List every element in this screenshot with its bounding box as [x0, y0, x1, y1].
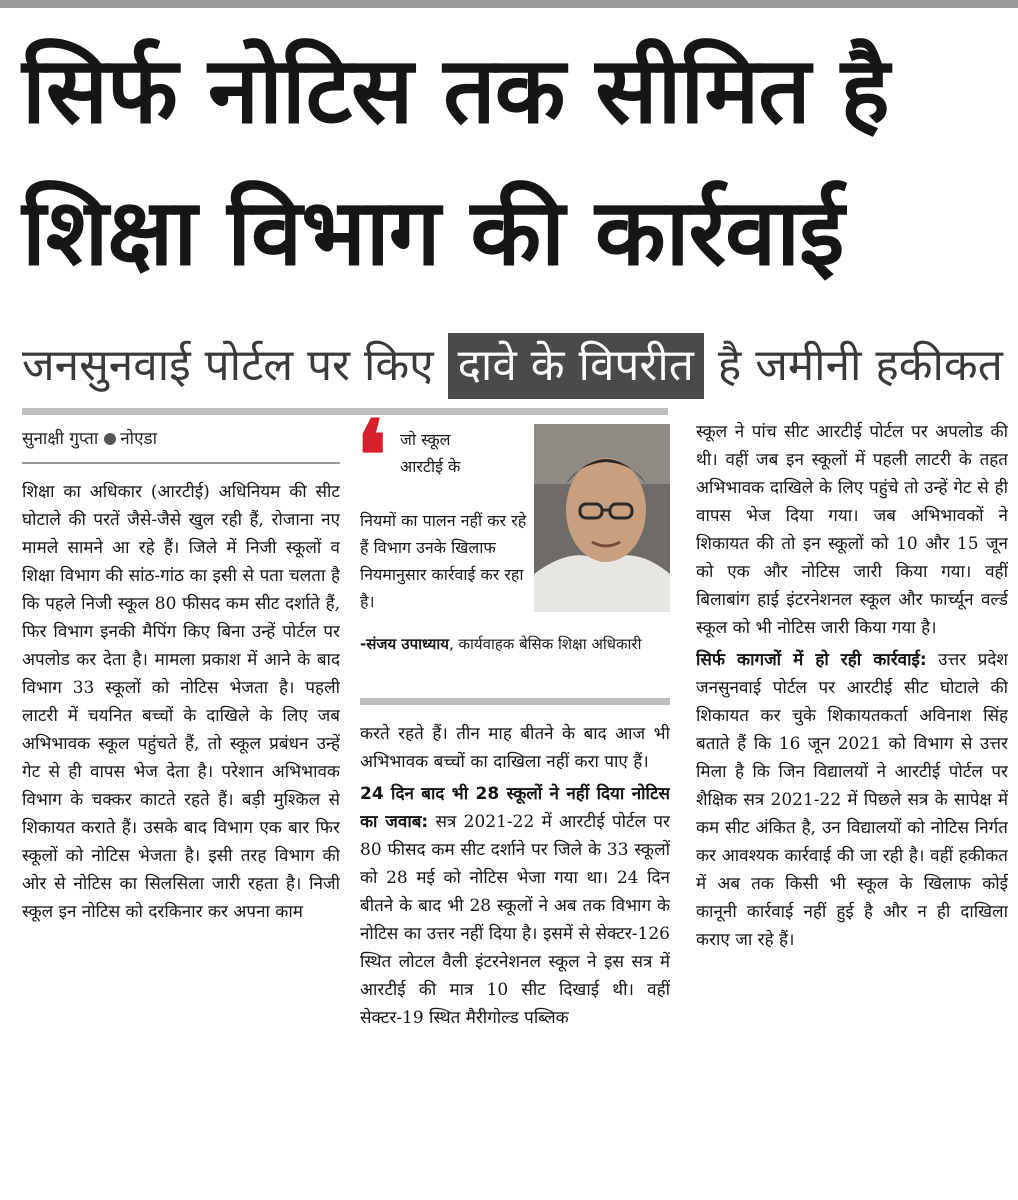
- column-2-paragraph-2: [360, 780, 670, 1032]
- pull-quote-line-1: जो स्कूल: [400, 430, 451, 449]
- byline-location: नोएडा: [120, 429, 157, 449]
- pull-quote-line-2: आरटीई के: [400, 457, 461, 476]
- quote-attribution: [360, 630, 670, 658]
- column-2-subheading: 24 दिन बाद भी 28 स्कूलों ने नहीं दिया नोटिस का जवाब:: [360, 784, 670, 832]
- top-rule: [0, 0, 1018, 8]
- portrait-illustration: [534, 424, 670, 612]
- byline: [22, 426, 157, 449]
- attribution-name: -संजय उपाध्याय: [360, 635, 449, 653]
- column-2-paragraph-2-text: सत्र 2021-22 में आरटीई पोर्टल पर 80 फीसद कम सीट दर्शाने पर जिले के 33 स्कूलों को 28 मई को नोटिस भेजा गया था। 24 दिन बीतने के बाद भी 28 स्कूलों ने अब तक विभाग के नोटिस का उत्तर नहीं दिया है। इसमें से सेक्टर-126 स्थित लोटल वैली इंटरनेशनल स्कूल ने इस सत्र में आरटीई की मात्र 10 सीट दिखाई थी। वहीं सेक्टर-19 स्थित मैरीगोल्ड पब्लिक: [360, 812, 670, 1028]
- quote-divider: [360, 698, 670, 705]
- headline-line-2: शिक्षा विभाग की कार्रवाई: [22, 179, 844, 286]
- column-3-subheading: सिर्फ कागजों में हो रही कार्रवाई:: [696, 650, 927, 670]
- section-divider: [22, 408, 668, 415]
- byline-underline: [22, 462, 340, 464]
- article-column-3: [696, 418, 1008, 1196]
- column-3-paragraph-2-text: उत्तर प्रदेश जनसुनवाई पोर्टल पर आरटीई सीट घोटाले की शिकायत कर चुके शिकायतकर्ता अविनाश सिंह बताते हैं कि 16 जून 2021 को विभाग से उत्तर मिला है कि जिन विद्यालयों ने आरटीई पोर्टल पर शैक्षिक सत्र 2021-22 में पिछले सत्र के सापेक्ष में कम सीट अंकित है, उन विद्यालयों को नोटिस निर्गत कर आवश्यक कार्रवाई की जा रही है। वहीं हकीकत में अब तक किसी भी स्कूल के खिलाफ कोई कानूनी कार्रवाई नहीं हुई है और न ही दाखिला कराए जा रहे हैं।: [696, 650, 1008, 950]
- byline-dot-icon: [104, 433, 116, 445]
- article-column-1: [22, 478, 340, 1196]
- headline-line-1: सिर्फ नोटिस तक सीमित है: [22, 37, 889, 144]
- column-3-paragraph-1: स्कूल ने पांच सीट आरटीई पोर्टल पर अपलोड की थी। वहीं जब इन स्कूलों में पहली लाटरी के तहत अभिभावक दाखिले के लिए पहुंचे तो उन्हें गेट से ही वापस भेज दिया गया। जब अभिभावकों ने शिकायत की तो इन स्कूलों को 10 और 15 जून को एक और नोटिस जारी किया गया। वहीं बिलाबांग हाई इंटरनेशनल स्कूल और फार्च्यून वर्ल्ड स्कूल को भी नोटिस जारी किया गया है।: [696, 422, 1008, 638]
- byline-author: सुनाक्षी गुप्ता: [22, 429, 99, 449]
- column-3-paragraph-2: [696, 646, 1008, 954]
- subheadline: [22, 330, 1012, 402]
- article-column-2: [360, 720, 670, 1196]
- pull-quote-body: नियमों का पालन नहीं कर रहे हैं विभाग उनके खिलाफ नियमानुसार कार्रवाई कर रहा है।: [360, 511, 527, 611]
- pull-quote-top: [360, 426, 530, 480]
- column-1-paragraph: शिक्षा का अधिकार (आरटीई) अधिनियम की सीट घोटाले की परतें जैसे-जैसे खुल रही हैं, रोजाना नए मामले सामने आ रहे हैं। जिले में निजी स्कूलों व शिक्षा विभाग की सांठ-गांठ का इसी से पता चलता है कि पहले निजी स्कूल 80 फीसद कम सीट दर्शाते हैं, फिर विभाग इनकी मैपिंग किए बिना उन्हें पोर्टल पर अपलोड कर देता है। मामला प्रकाश में आने के बाद विभाग 33 स्कूलों को नोटिस भेजता है। पहली लाटरी में चयनित बच्चों के दाखिले के लिए जब अभिभावक स्कूल पहुंचते हैं, तो स्कूल प्रबंधन उन्हें गेट से ही वापस भेज देता है। परेशान अभिभावक विभाग के चक्कर काटते रहते हैं। बड़ी मुश्किल से शिकायत कराते हैं। उसके बाद विभाग एक बार फिर स्कूलों को नोटिस भेजता है। इसी तरह विभाग की ओर से नोटिस का सिलसिला जारी रहता है। निजी स्कूल इन नोटिस को दरकिनार कर अपना काम: [22, 482, 340, 922]
- official-photo: [534, 424, 670, 612]
- attribution-designation: , कार्यवाहक बेसिक शिक्षा अधिकारी: [448, 635, 642, 653]
- subheadline-highlight: दावे के विपरीत: [448, 333, 704, 399]
- quote-mark-icon: ❛: [356, 399, 387, 512]
- column-2-paragraph-1: करते रहते हैं। तीन माह बीतने के बाद आज भी अभिभावक बच्चों का दाखिला नहीं करा पाए हैं।: [360, 724, 670, 772]
- subheadline-after: है जमीनी हकीकत: [717, 340, 1003, 391]
- subheadline-before: जनसुनवाई पोर्टल पर किए: [22, 340, 434, 391]
